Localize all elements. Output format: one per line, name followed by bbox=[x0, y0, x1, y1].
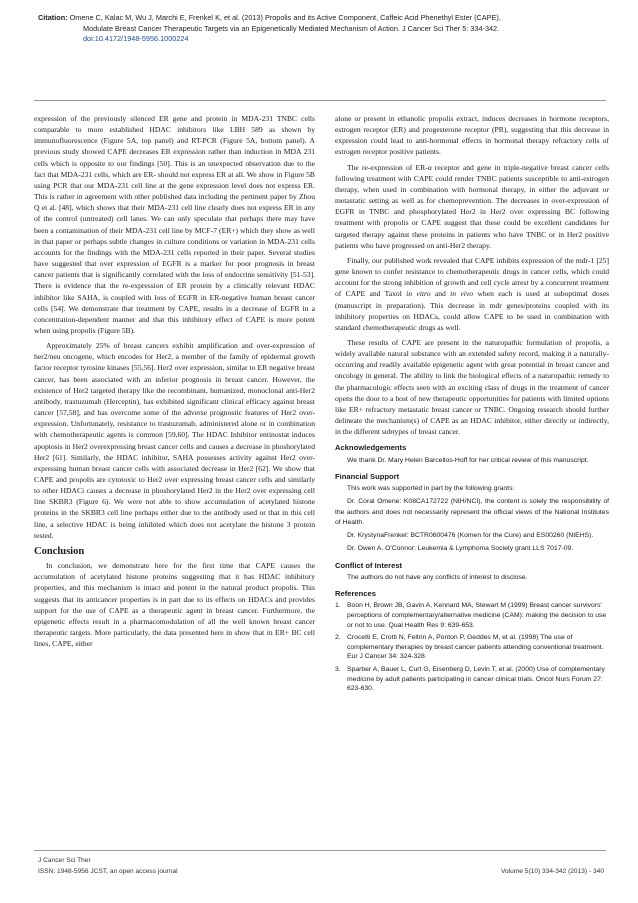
acknowledgements-heading: Acknowledgements bbox=[335, 443, 407, 453]
footer-divider bbox=[34, 850, 606, 851]
financial-support-heading: Financial Support bbox=[335, 471, 400, 481]
acknowledgements-text: We thank Dr. Mary Helen Barcellos-Hoff for her critical review of this manuscript. bbox=[347, 456, 589, 464]
references-list bbox=[335, 601, 609, 693]
header-divider bbox=[34, 100, 606, 101]
footer-journal: J Cancer Sci Ther bbox=[38, 857, 91, 864]
footer-left bbox=[38, 855, 178, 877]
right-column bbox=[335, 113, 609, 697]
reference-text: Crocetti E, Crotti N, Feltrin A, Ponton P, Geddes M, et al. (1998) The use of complementary therapies by breast cancer patients attending conventional treatment. Eur J Cancer 34: 324-328. bbox=[347, 634, 604, 661]
right-paragraph-4: These results of CAPE are present in the naturopathic formulation of propolis, a widely available natural substance with an extended safety record, making it a naturally-occurring and readily available epigenetic agent with great potential in breast cancer and oncology in general. The ability to link the biological effects of a naturopathic remedy to the pharmacologic effects seen with an exciting class of drugs in the treatment of cancer opens the door to a host of new therapeutic opportunities for patients with limited options like ER+ refractory metastatic breast cancer or TNBC. Ongoing research should further delineate the mechanism(s) of CAPE as an HDAC inhibitor, either directly or indirectly, in the different subtypes of breast cancer. bbox=[335, 337, 609, 437]
right-paragraph-2: The re-expression of ER-α receptor and gene in triple-negative breast cancer cells following treatment with CAPE could render TNBC patients susceptible to anti-estrogen therapy, when used in combination with hormonal therapy, in either the adjuvant or metastatic setting as well as for chemoprevention. The decreases in over-expression of EGFR in TNBC and phosphorylated Her2 in Her2 over expressing BC following treatment with propolis or CAPE suggest that these could be excellent candidates for targeted therapy against these proteins in patients who have TNBC or in Her2 positive patients who have progressed on anti-Her2 therapy. bbox=[335, 162, 609, 250]
p3-text-b: and bbox=[430, 289, 451, 299]
conflict-heading: Conflict of Interest bbox=[335, 560, 403, 570]
left-paragraph-1: expression of the previously silenced ER gene and protein in MDA-231 TNBC cells comparable to more established HDAC inhibitors like LBH 589 as shown by immunofluorescence (Figure 5A, top panel) and RT-PCR (Figure 5A, bottom panel). A previous study showed CAPE decreases ER expression rather than induction in MDA 231 cells which is opposite to our findings [50]. This is an unexpected observation due to the fact that MDA-231 cells, which are ER- should not express ER at all. We show in Figure 5B using PCR that our MDA-231 cell line at the gene expression level does not express ER. This is rather in agreement with other published data including the pertinent paper by Zhou Q et al. [48], which shows that their MDA-231 cell line clearly does not express ER in any of the control (untreated) cell lanes. We can only speculate that perhaps there may have been a contamination of their MDA-231 cell line by MCF-7 (ER+) which they show as well in that paper or perhaps subtle changes in culture conditions or variation in MDA-231 cells accounts for the findings with the MDA-231 cells reported in their paper. Several studies have suggested that over expression of EGFR is a marker for poor prognosis in breast cancer patients that is significantly correlated with the loss of endocrine sensitivity [51-53]. There is evidence that the re-expression of ER protein by a clinically relevant HDAC inhibitor like SAHA, is coupled with loss of EGFR in ER-negative human breast cancer cells [54]. We demonstrate that treatment by CAPE, results in a decrease of EGFR in a concentration-dependent manner and that this inhibitory effect of CAPE is more potent when using propolis (Figure 5B). bbox=[34, 114, 315, 335]
conclusion-heading: Conclusion bbox=[34, 545, 85, 557]
doi-link[interactable]: doi:10.4172/1948-5956.1000224 bbox=[83, 34, 189, 44]
left-column bbox=[34, 113, 315, 649]
reference-text: Sparber A, Bauer L, Curt G, Eisenberg D, Levin T, et al. (2000) Use of complementary medicine by adult patients participating in cancer clinical trials. Oncol Nurs Forum 27: 623-630. bbox=[347, 665, 605, 693]
conflict-text: The authors do not have any conflicts of interest to disclose. bbox=[347, 573, 528, 581]
p3-text-a: Finally, our published work revealed that CAPE inhibits expression of the mdr-1 [25] gene known to confer resistance to chemotherapeutic drugs in cancer cells, which could account for the strong inhibition of growth and cell cycle arrest by a concurrent treatment of CAPE and Taxol bbox=[335, 255, 609, 299]
reference-item bbox=[335, 601, 609, 630]
financial-grant-3: Dr. Owen A. O'Connor: Leukemia & Lymphoma Society grant LLS 7017-09. bbox=[347, 545, 574, 553]
financial-intro: This work was supported in part by the following grants: bbox=[347, 484, 515, 492]
reference-text: Boon H, Brown JB, Gavin A, Kennard MA, Stewart M (1999) Breast cancer survivors' perceptions of complementary/alternative medicine (CAM): making the decision to use or not to use. Qual Health Res 9: 639-653. bbox=[347, 602, 607, 629]
p3-italic-1: in vitro bbox=[406, 289, 431, 299]
financial-grant-2: Dr. KrystynaFrenkel: BCTR0600476 (Komen for the Cure) and ES00260 (NIEHS). bbox=[347, 532, 594, 540]
reference-number: 1. bbox=[335, 602, 341, 610]
right-paragraph-3 bbox=[335, 255, 609, 333]
reference-item bbox=[335, 633, 609, 662]
p3-text-c: when each is used at suboptimal doses (manuscript in preparation). This decrease in mdr genes/proteins coupled with its inhibitory properties on HDACs, could allow CAPE to be used in combination with standard chemotherapeutic drugs as well. bbox=[335, 289, 610, 332]
citation-line-1: Omene C, Kalac M, Wu J, Marchi E, Frenkel K, et al. (2013) Propolis and its Active Component, Caffeic Acid Phenethyl Ester (CAPE), bbox=[69, 13, 501, 22]
p3-italic-2: in vivo bbox=[450, 289, 474, 299]
references-heading: References bbox=[335, 589, 376, 599]
citation-line-2: Modulate Breast Cancer Therapeutic Targets via an Epigenetically Mediated Mechanism of Action. J Cancer Sci Ther 5: 334-342. bbox=[83, 23, 500, 33]
right-paragraph-1: alone or present in ethanolic propolis extract, induces decreases in hormone receptors, estrogen receptor (ER) and progesterone receptor (PR), suggesting that this decrease in expression could lead to anti-hormonal effects in hormonal therapy refractory cells of estrogen receptor positive patients. bbox=[335, 114, 609, 157]
citation-label: Citation: bbox=[38, 13, 68, 22]
citation-block bbox=[38, 13, 606, 45]
left-paragraph-2: Approximately 25% of breast cancers exhibit amplification and over-expression of her2/neu oncogene, which encodes for Her2, a member of the family of epidermal growth factor receptor tyrosine kinases [55,56]. Her2 over expression, similar to ER negative breast cancer, has been associated with an inferior prognosis in breast cancer. However, the existence of Her2 targeted therapy like the recombinant, humanized, monoclonal anti-Her2 antibody, trastuzumab (Herceptin), has exhibited significant clinical efficacy against breast cancer [57,58], and has overcome some of the adverse prognostic features of Her2 over-expression. Unfortunately, resistance to trastuzumab, administered alone or in combination with chemotherapeutic agents is common [59,60]. The HDAC Inhibitor entinostat induces apoptosis in Her2 overexpressing breast cancer cells and causes a decrease in phoshorylated Her2 [61]. Similarly, the HDAC inhibitor, SAHA possesses activity against Her2 over-expressing human breast cancer cells with associated decrease in Her2 [62]. We show that CAPE and propolis are cytotoxic to Her2 over expressing breast cancer cells and similarly to other HDACi causes a decrease in phoshorylated Her2 in the Her2 over expressing cell line SKBR3 (Figure 6). We were not able to show accumulation of acetylated histone proteins in the SKBR3 cell line perhaps either due to the antibody used or that in this cell line, a selective HDAC is being inhibited which does not acetylate the histone 3 protein tested. bbox=[34, 341, 315, 540]
footer-volume: Volume 5(10) 334-342 (2013) - 340 bbox=[500, 868, 604, 875]
financial-grant-1: Dr. Coral Omene: K08CA172722 (NIH/NCI), the content is solely the responsibility of the authors and does not necessarily represent the official views of the National Institutes of Health. bbox=[335, 498, 609, 526]
left-paragraph-3: In conclusion, we demonstrate here for the first time that CAPE causes the accumulation of acetylated histone proteins suggesting that it has HDAC inhibitory properties, and this mechanism is intact and potent in the natural product propolis. This suggests that its anticancer properties is in part due to its effects on HDACs and provides support for the use of CAPE as a therapeutic agent in breast cancer. Furthermore, the epigenetic effects result in a pharmacomodulation of all the well known breast cancer therapeutic targets. More particularly, the data presented here in show that in ER+ BC cell lines, CAPE, either bbox=[34, 561, 315, 649]
reference-item bbox=[335, 665, 609, 694]
reference-number: 3. bbox=[335, 665, 341, 673]
reference-number: 2. bbox=[335, 634, 341, 642]
footer-issn: ISSN: 1948-5956 JCST, an open access journal bbox=[38, 868, 178, 875]
